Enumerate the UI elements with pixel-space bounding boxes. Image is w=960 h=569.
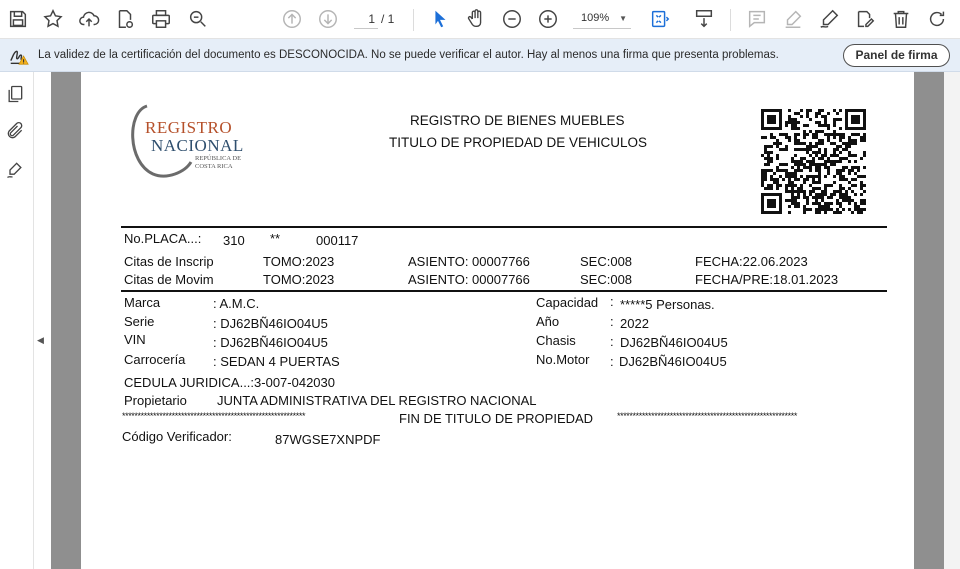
zoom-level-value: 109% xyxy=(581,12,610,24)
placa-stars: ** xyxy=(270,231,281,246)
zoom-in-icon[interactable] xyxy=(536,7,560,31)
document-viewer xyxy=(51,72,944,569)
toolbar-divider xyxy=(730,9,731,31)
edit-fill-icon[interactable] xyxy=(853,7,877,31)
vertical-scrollbar[interactable] xyxy=(944,72,960,569)
scroll-mode-icon[interactable] xyxy=(692,7,716,31)
motor-colon: : xyxy=(610,354,614,369)
pdf-page xyxy=(81,72,914,569)
propietario-label: Propietario xyxy=(124,393,187,408)
vin-value: : DJ62BÑ46IO04U5 xyxy=(213,335,328,350)
anio-label: Año xyxy=(536,314,560,329)
serie-value: : DJ62BÑ46IO04U5 xyxy=(213,316,328,331)
capacidad-label: Capacidad xyxy=(536,295,599,310)
page-down-icon[interactable] xyxy=(316,7,340,31)
rotate-icon[interactable] xyxy=(925,7,949,31)
signature-warning-banner xyxy=(0,39,960,72)
highlight-pen-icon[interactable] xyxy=(781,7,805,31)
logo-subtitle-line1: REPÚBLICA DE xyxy=(195,155,242,162)
comment-icon[interactable] xyxy=(745,7,769,31)
qr-code xyxy=(761,109,866,214)
sign-pen-icon[interactable] xyxy=(817,7,841,31)
hand-tool-icon[interactable] xyxy=(464,7,488,31)
logo-subtitle xyxy=(195,155,255,171)
citas-movim-fecha: FECHA/PRE:18.01.2023 xyxy=(695,272,839,287)
page-up-icon[interactable] xyxy=(280,7,304,31)
chasis-value: DJ62BÑ46IO04U5 xyxy=(620,335,728,350)
citas-inscrip-sec: SEC:008 xyxy=(580,254,633,269)
fit-page-icon[interactable] xyxy=(648,7,672,31)
header-title-2: TITULO DE PROPIEDAD DE VEHICULOS xyxy=(389,135,648,150)
anio-value: 2022 xyxy=(620,316,649,331)
signature-panel-button[interactable]: Panel de firma xyxy=(843,44,950,67)
logo-text-nacional: NACIONAL xyxy=(151,136,244,155)
vin-label: VIN xyxy=(124,332,146,347)
citas-movim-tomo: TOMO:2023 xyxy=(263,272,335,287)
search-icon[interactable] xyxy=(186,7,210,31)
bookmark-star-icon[interactable] xyxy=(41,7,65,31)
motor-label: No.Motor xyxy=(536,352,590,367)
signature-warning-icon xyxy=(8,45,30,67)
top-rule xyxy=(121,226,887,228)
page-number-input[interactable] xyxy=(354,9,378,29)
registro-nacional-logo xyxy=(123,98,253,178)
collapse-panel-icon[interactable]: ◀ xyxy=(37,335,44,345)
banner-message: La validez de la certificación del documento es DESCONOCIDA. No se puede verificar el autor. Hay al menos una firma que presenta problemas. xyxy=(38,49,779,61)
codigo-verificador-label: Código Verificador: xyxy=(122,429,232,444)
serie-label: Serie xyxy=(124,314,155,329)
citas-inscrip-label: Citas de Inscrip xyxy=(124,254,214,269)
left-navigation-rail xyxy=(0,72,34,569)
fin-stars-left: *********************************************************** xyxy=(122,411,306,421)
capacidad-value: *****5 Personas. xyxy=(620,297,715,312)
cedula-juridica: CEDULA JURIDICA...:3-007-042030 xyxy=(124,375,335,390)
page-thumbnails-icon[interactable] xyxy=(5,84,27,106)
citas-inscrip-asiento: ASIENTO: 00007766 xyxy=(408,254,530,269)
delete-trash-icon[interactable] xyxy=(889,7,913,31)
placa-class: 310 xyxy=(223,233,245,248)
zoom-out-icon[interactable] xyxy=(500,7,524,31)
placa-number: 000117 xyxy=(316,233,359,248)
anio-colon: : xyxy=(610,314,614,329)
motor-value: DJ62BÑ46IO04U5 xyxy=(619,354,727,369)
chasis-colon: : xyxy=(610,334,614,349)
citas-movim-sec: SEC:008 xyxy=(580,272,633,287)
select-cursor-icon[interactable] xyxy=(428,7,452,31)
signatures-panel-icon[interactable] xyxy=(5,160,27,182)
fin-titulo-text: FIN DE TITULO DE PROPIEDAD xyxy=(399,411,594,426)
chevron-down-icon: ▼ xyxy=(619,14,627,23)
citas-inscrip-tomo: TOMO:2023 xyxy=(263,254,335,269)
citas-movim-asiento: ASIENTO: 00007766 xyxy=(408,272,530,287)
carroceria-label: Carrocería xyxy=(124,352,186,367)
chasis-label: Chasis xyxy=(536,333,576,348)
middle-rule xyxy=(121,290,887,292)
logo-subtitle-line2: COSTA RICA xyxy=(195,163,233,170)
page-total: / 1 xyxy=(381,12,395,26)
logo-text-registro: REGISTRO xyxy=(145,118,233,137)
attachment-icon[interactable] xyxy=(5,121,27,143)
carroceria-value: : SEDAN 4 PUERTAS xyxy=(213,354,340,369)
propietario-value: JUNTA ADMINISTRATIVA DEL REGISTRO NACIONAL xyxy=(217,393,537,408)
toolbar-divider xyxy=(413,9,414,31)
print-icon[interactable] xyxy=(149,7,173,31)
save-icon[interactable] xyxy=(6,7,30,31)
citas-inscrip-fecha: FECHA:22.06.2023 xyxy=(695,254,808,269)
marca-value: : A.M.C. xyxy=(213,296,260,311)
citas-movim-label: Citas de Movim xyxy=(124,272,214,287)
zoom-level-select[interactable] xyxy=(573,9,631,29)
marca-label: Marca xyxy=(124,295,161,310)
capacidad-colon: : xyxy=(610,294,614,309)
file-settings-icon[interactable] xyxy=(113,7,137,31)
cloud-upload-icon[interactable] xyxy=(77,7,101,31)
header-title-1: REGISTRO DE BIENES MUEBLES xyxy=(410,113,625,128)
fin-stars-right: ********************************************************** xyxy=(617,411,797,421)
main-toolbar xyxy=(0,0,960,39)
placa-label: No.PLACA...: xyxy=(124,231,202,246)
codigo-verificador-value: 87WGSE7XNPDF xyxy=(275,432,381,447)
